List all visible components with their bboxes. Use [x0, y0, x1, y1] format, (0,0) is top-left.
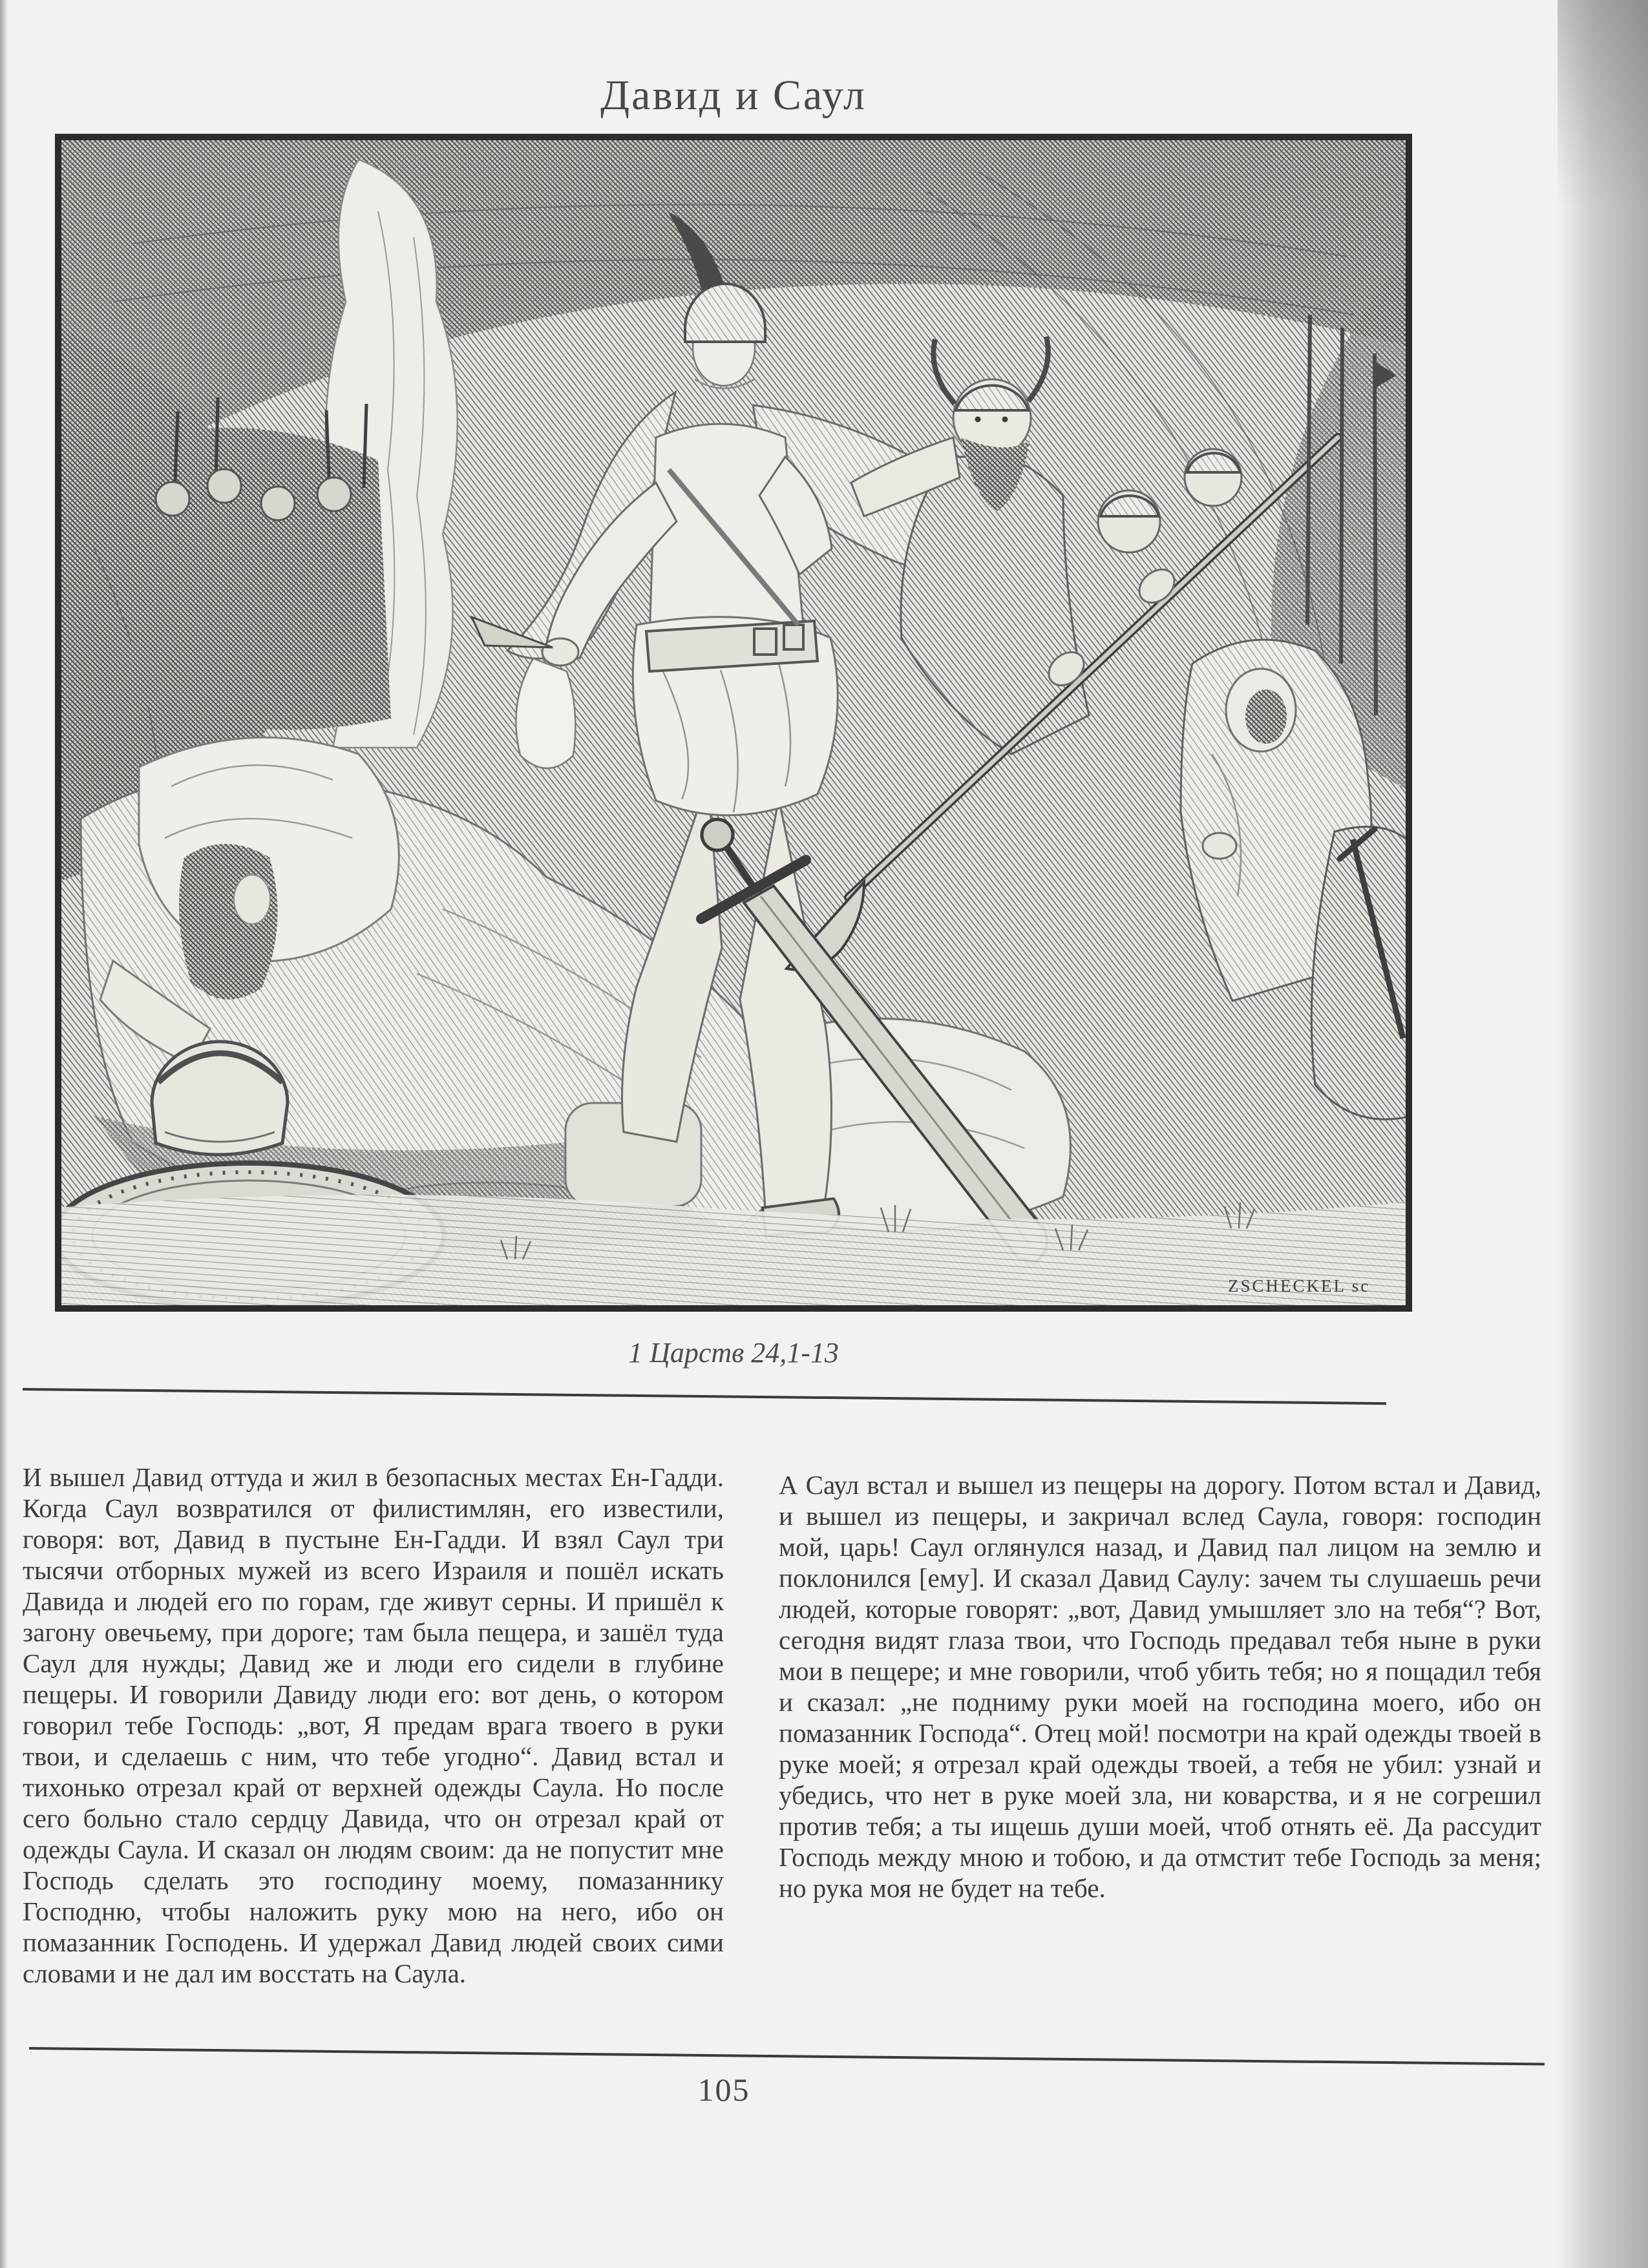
page-number: 105 — [697, 2072, 750, 2108]
scan-left-edge-shadow — [0, 0, 8, 2268]
book-gutter-shadow — [1558, 0, 1648, 2268]
body-text-left-column: И вышел Давид оттуда и жил в безопасных местах Ен-Гадди. Когда Саул возвратился от филистимлян, его известили, говоря: вот, Давид в пустыне Ен-Гадди. И взял Саул три тысячи отборных мужей из всего Израиля и пошёл искать Давида и людей его по горам, где живут серны. И пришёл к загону овечьему, при дороге; там была пещера, и зашёл туда Саул для нужды; Давид же и люди его сидели в глубине пещеры. И говорили Давиду люди его: вот день, о котором говорил тебе Господь: „вот, Я предам врага твоего в руки твои, и сделаешь с ним, что тебе угодно“. Давид встал и тихонько отрезал край от верхней одежды Саула. Но после сего больно стало сердцу Давида, что он отрезал край от одежды Саула. И сказал он людям своим: да не попустит мне Господь сделать это господину моему, помазаннику Господню, чтобы наложить руку мою на него, ибо он помазанник Господень. И удержал Давид людей своих сими словами и не дал им восстать на Саула. — [23, 1462, 724, 1988]
page-title: Давид и Саул — [600, 72, 867, 119]
body-text-right-column: А Саул встал и вышел из пещеры на дорогу. Потом встал и Давид, и вышел из пещеры, и закричал вслед Саула, говоря: господин мой, царь! Саул оглянулся назад, и Давид пал лицом на землю и поклонился [ему]. И сказал Давид Саулу: зачем ты слушаешь речи людей, которые говорят: „вот, Давид умышляет зло на тебя“? Вот, сегодня видят глаза твои, что Господь предавал тебя ныне в руки мои в пещере; и мне говорили, чтоб убить тебя; но я пощадил тебя и сказал: „не подниму руки моей на господина моего, ибо он помазанник Господа“. Отец мой! посмотри на край одежды твоей в руке моей; я отрезал край одежды твоей, а тебя не убил: узнай и убедись, что нет в руке моей зла, ни коварства, и я не согрешил против тебя; а ты ищешь души моей, чтоб отнять её. Да рассудит Господь между мною и тобою, и да отмстит тебе Господь за меня; но рука моя не будет на тебе. — [779, 1470, 1541, 1903]
divider-bottom — [29, 2047, 1545, 2066]
engraver-signature: ZSCHECKEL sc — [1228, 1276, 1371, 1296]
seated-figure-with-sword — [1311, 826, 1412, 1119]
saul-helmet — [152, 1042, 288, 1155]
engraving-illustration — [55, 134, 1412, 1312]
cave-engraving-scene — [55, 134, 1412, 1312]
body-text — [23, 1462, 1541, 1989]
divider-top — [23, 1388, 1386, 1405]
scripture-reference: 1 Царств 24,1-13 — [628, 1337, 839, 1369]
